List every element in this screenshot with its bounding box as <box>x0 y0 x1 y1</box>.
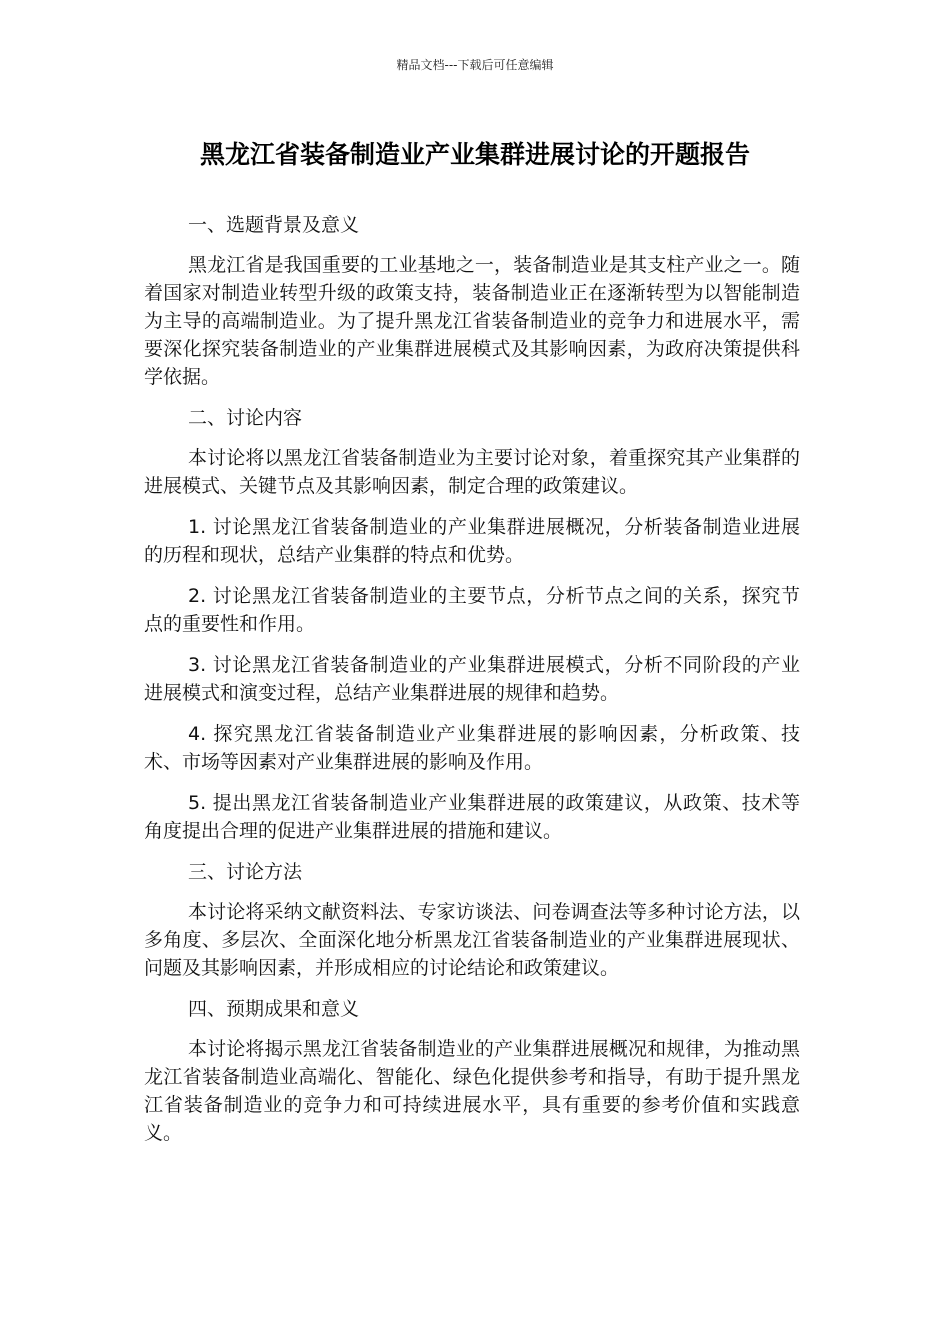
section-heading-outcomes: 四、预期成果和意义 <box>188 998 360 1020</box>
paragraph-content-intro: 本讨论将以黑龙江省装备制造业为主要讨论对象，着重探究其产业集群的进展模式、关键节点及其影响因素，制定合理的政策建议。 <box>144 447 800 497</box>
section-heading-background: 一、选题背景及意义 <box>188 214 360 236</box>
document-title: 黑龙江省装备制造业产业集群进展讨论的开题报告 <box>199 140 750 169</box>
paragraph-method: 本讨论将采纳文献资料法、专家访谈法、问卷调查法等多种讨论方法，以多角度、多层次、全面深化地分析黑龙江省装备制造业的产业集群进展现状、问题及其影响因素，并形成相应的讨论结论和政策建议。 <box>144 901 800 979</box>
document-body <box>144 211 800 1160</box>
list-item-2: 2. 讨论黑龙江省装备制造业的主要节点，分析节点之间的关系，探究节点的重要性和作用。 <box>144 585 800 635</box>
section-heading-content: 二、讨论内容 <box>188 407 303 429</box>
page-header: 精品文档---下载后可任意编辑 <box>396 58 554 72</box>
paragraph-outcomes: 本讨论将揭示黑龙江省装备制造业的产业集群进展概况和规律，为推动黑龙江省装备制造业高端化、智能化、绿色化提供参考和指导，有助于提升黑龙江省装备制造业的竞争力和可持续进展水平，具有重要的参考价值和实践意义。 <box>144 1038 800 1144</box>
list-item-4: 4. 探究黑龙江省装备制造业产业集群进展的影响因素，分析政策、技术、市场等因素对产业集群进展的影响及作用。 <box>144 723 800 773</box>
paragraph-background: 黑龙江省是我国重要的工业基地之一，装备制造业是其支柱产业之一。随着国家对制造业转型升级的政策支持，装备制造业正在逐渐转型为以智能制造为主导的高端制造业。为了提升黑龙江省装备制造业的竞争力和进展水平，需要深化探究装备制造业的产业集群进展模式及其影响因素，为政府决策提供科学依据。 <box>144 254 800 388</box>
list-item-3: 3. 讨论黑龙江省装备制造业的产业集群进展模式，分析不同阶段的产业进展模式和演变过程，总结产业集群进展的规律和趋势。 <box>144 654 800 704</box>
list-item-1: 1. 讨论黑龙江省装备制造业的产业集群进展概况，分析装备制造业进展的历程和现状，总结产业集群的特点和优势。 <box>144 516 800 566</box>
section-heading-method: 三、讨论方法 <box>188 861 303 883</box>
list-item-5: 5. 提出黑龙江省装备制造业产业集群进展的政策建议，从政策、技术等角度提出合理的促进产业集群进展的措施和建议。 <box>144 792 800 842</box>
